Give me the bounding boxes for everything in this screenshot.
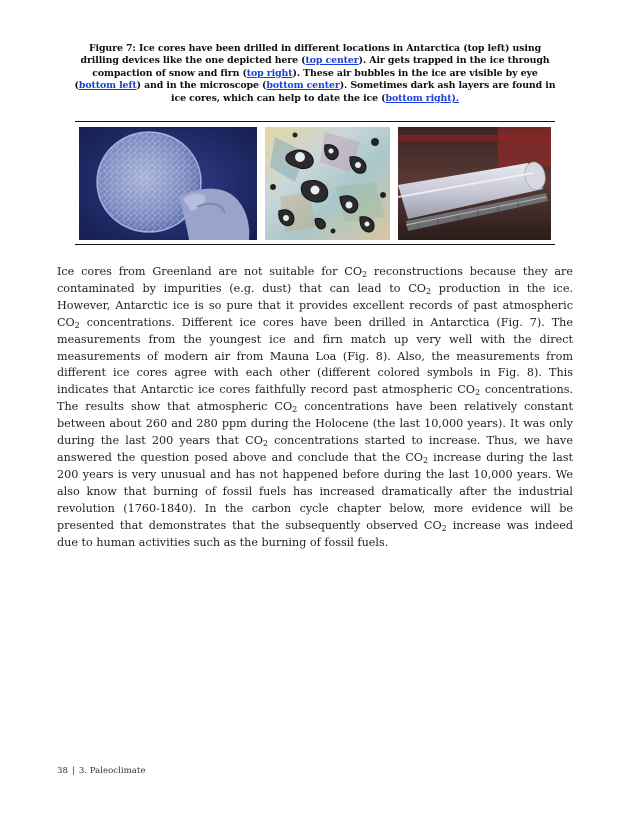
caption-text: ). Sometimes dark ash layers are found in ice cores, which can help to date the ice ( xyxy=(171,80,556,104)
text-run: increase during the last 200 years is very unusual and has not happened before during the last 10,000 years. We also know that burning of fossil fuels has increased dramatically after the industrial revolution (1760-1840). In the carbon cycle chapter below, more evidence will be presented that demonstrates that the subsequently observed CO xyxy=(57,450,573,532)
link-bottom-left[interactable]: bottom left xyxy=(78,80,137,92)
subscript: 2 xyxy=(474,388,481,398)
text-run: increase was indeed due to human activities such as the burning of fossil fuels. xyxy=(57,518,573,549)
text-run: concentrations have been relatively constant between about 260 and 280 ppm during the Holocene (the last 10,000 years). It was only during the last 200 years that CO xyxy=(57,400,573,448)
link-top-right[interactable]: top right xyxy=(246,67,293,79)
caption-text: ) and in the microscope ( xyxy=(136,80,267,92)
subscript: 2 xyxy=(74,320,80,330)
link-top-center[interactable]: top center xyxy=(305,55,359,67)
subscript: 2 xyxy=(425,286,432,296)
figure-top-rule xyxy=(75,121,555,122)
caption-text: Figure 7: Ice cores have been drilled in different locations in Antarctica (top left) using drilling devices like the one depicted here ( xyxy=(80,43,542,67)
caption-text: ). These air bubbles in the ice are visible by eye ( xyxy=(74,67,538,92)
chapter-title: 3. Paleoclimate xyxy=(78,766,146,776)
subscript: 2 xyxy=(262,439,268,449)
photo-ice-core xyxy=(398,127,551,240)
subscript: 2 xyxy=(441,523,447,533)
caption-text: ). Air gets trapped in the ice through compaction of snow and firn ( xyxy=(92,55,550,79)
subscript: 2 xyxy=(292,405,298,415)
text-run: reconstructions because they are contaminated by impurities (e.g. dust) that can lead to CO xyxy=(57,265,574,295)
text-run: concentrations. Different ice cores have been drilled in Antarctica (Fig. 7). The measurements from the youngest ice and firn match up very well with the direct measurements of modern air from Mauna Loa (Fig. 8). Also, the measurements from different ice cores agree with each other (different colored symbols in Fig. 8). This indicates that Antarctic ice cores faithfully record past atmospheric CO xyxy=(57,315,573,397)
link-bottom-right[interactable]: bottom right). xyxy=(385,92,459,104)
subscript: 2 xyxy=(362,270,368,279)
photo-ice-disk xyxy=(79,127,257,240)
body-paragraph xyxy=(57,264,573,551)
text-run: production in the ice. However, Antarctic ice is so pure that it provides excellent records of past atmospheric CO xyxy=(57,281,574,329)
text-run: concentrations started to increase. Thus, we have answered the question posed above and conclude that the CO xyxy=(57,434,573,464)
subscript: 2 xyxy=(422,455,429,465)
page-footer xyxy=(57,766,145,776)
footer-separator: | xyxy=(71,766,75,776)
photo-air-bubbles xyxy=(265,127,390,240)
text-run: concentrations. The results show that atmospheric CO xyxy=(57,383,573,414)
figure-bottom-rule xyxy=(75,244,555,245)
text-run: Ice cores from Greenland are not suitable for CO xyxy=(57,265,362,278)
page-number: 38 xyxy=(57,766,68,776)
figure-caption xyxy=(70,43,560,105)
link-bottom-center[interactable]: bottom center xyxy=(266,80,340,92)
